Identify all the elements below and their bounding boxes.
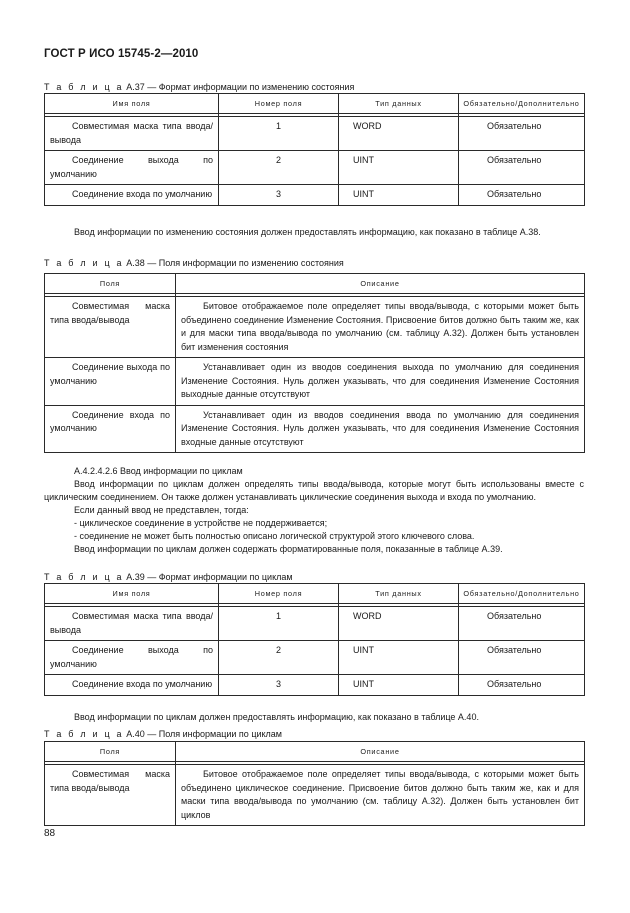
- table-a37-caption: Т а б л и ц а А.37 — Формат информации по изменению состояния: [44, 82, 355, 92]
- list-item: - соединение не может быть полностью описано логической структурой этого ключевого слова.: [74, 531, 475, 541]
- column-header: Имя поля: [45, 584, 219, 604]
- section-heading: А.4.2.4.2.6 Ввод информации по циклам: [74, 466, 243, 476]
- section-text: А.4.2.4.2.6 Ввод информации по циклам Ввод информации по циклам должен определять типы ввода/вывода, которые могут быть использованы вместе с циклическим соединением. Он также должен устанавливать циклические соединения выхода и входа по умолчанию. Если данный ввод не представлен, тогда: - циклическое соединение в устройстве не поддерживается; - соединение не может быть полностью описано логической структурой этого ключевого слова. Ввод информации по циклам должен содержать форматированные поля, показанные в таблице А.39.: [44, 466, 584, 554]
- column-header: Тип данных: [339, 584, 459, 604]
- column-header: Обязательно/Дополнительно: [459, 584, 585, 604]
- column-header: Поля: [45, 742, 176, 762]
- table-a39: [44, 583, 585, 696]
- paragraph: Ввод информации по изменению состояния должен предоставлять информацию, как показано в таблице А.38.: [74, 227, 541, 237]
- table-row: Соединение входа по умолчанию 3 UINT Обязательно: [45, 675, 585, 696]
- list-item: - циклическое соединение в устройстве не поддерживается;: [74, 518, 328, 528]
- standard-header: ГОСТ Р ИСО 15745-2—2010: [44, 48, 199, 60]
- column-header: Поля: [45, 274, 176, 294]
- table-row: Соединение входа по умолчанию 3 UINT Обязательно: [45, 185, 585, 206]
- table-row: Совместимая маска типа ввода/вывода Битовое отображаемое поле определяет типы ввода/вывода, с которыми может быть объединено соединение Изменение Состояния. Присвоение битов должно быть таким же, как и для маски типа ввода/вывода по умолчанию (см. таблицу А.32). Должен быть установлен бит изменения состояния: [45, 297, 585, 358]
- table-row: Совместимая маска типа ввода/вывода 1 WORD Обязательно: [45, 117, 585, 151]
- table-header-row: [45, 274, 585, 294]
- table-a38: [44, 273, 585, 453]
- table-row: Соединение выхода по умолчанию Устанавливает один из вводов соединения выхода по умолчанию для соединения Изменение Состояния. Нуль должен указывать, что для соединения Изменение Состояния выходные данные отсутствуют: [45, 358, 585, 406]
- column-header: Номер поля: [219, 584, 339, 604]
- table-row: Совместимая маска типа ввода/вывода Битовое отображаемое поле определяет типы ввода/вывода, с которыми может быть объединено циклическое соединение. Присвоение битов должно быть таким же, как и для маски типа ввода/вывода по умолчанию (см. таблицу А.32). Должен быть установлен бит циклов: [45, 765, 585, 826]
- table-row: Соединение выхода по умолчанию 2 UINT Обязательно: [45, 641, 585, 675]
- paragraph: Ввод информации по циклам должен предоставлять информацию, как показано в таблице А.40.: [74, 712, 479, 722]
- column-header: Описание: [176, 274, 585, 294]
- column-header: Описание: [176, 742, 585, 762]
- column-header: Тип данных: [339, 94, 459, 114]
- column-header: Номер поля: [219, 94, 339, 114]
- table-header-row: [45, 94, 585, 114]
- table-a39-caption: Т а б л и ц а А.39 — Формат информации по циклам: [44, 572, 293, 582]
- table-header-row: [45, 584, 585, 604]
- table-a38-caption: Т а б л и ц а А.38 — Поля информации по изменению состояния: [44, 258, 344, 268]
- page-number: 88: [44, 828, 56, 839]
- column-header: Имя поля: [45, 94, 219, 114]
- table-a37: [44, 93, 585, 206]
- table-row: Совместимая маска типа ввода/вывода 1 WORD Обязательно: [45, 607, 585, 641]
- column-header: Обязательно/Дополнительно: [459, 94, 585, 114]
- table-row: Соединение входа по умолчанию Устанавливает один из вводов соединения ввода по умолчанию для соединения Изменение Состояния. Нуль должен указывать, что для соединения Изменение Состояния входные данные отсутствуют: [45, 405, 585, 453]
- table-a40: [44, 741, 585, 826]
- table-a40-caption: Т а б л и ц а А.40 — Поля информации по циклам: [44, 729, 282, 739]
- table-row: Соединение выхода по умолчанию 2 UINT Обязательно: [45, 151, 585, 185]
- table-header-row: [45, 742, 585, 762]
